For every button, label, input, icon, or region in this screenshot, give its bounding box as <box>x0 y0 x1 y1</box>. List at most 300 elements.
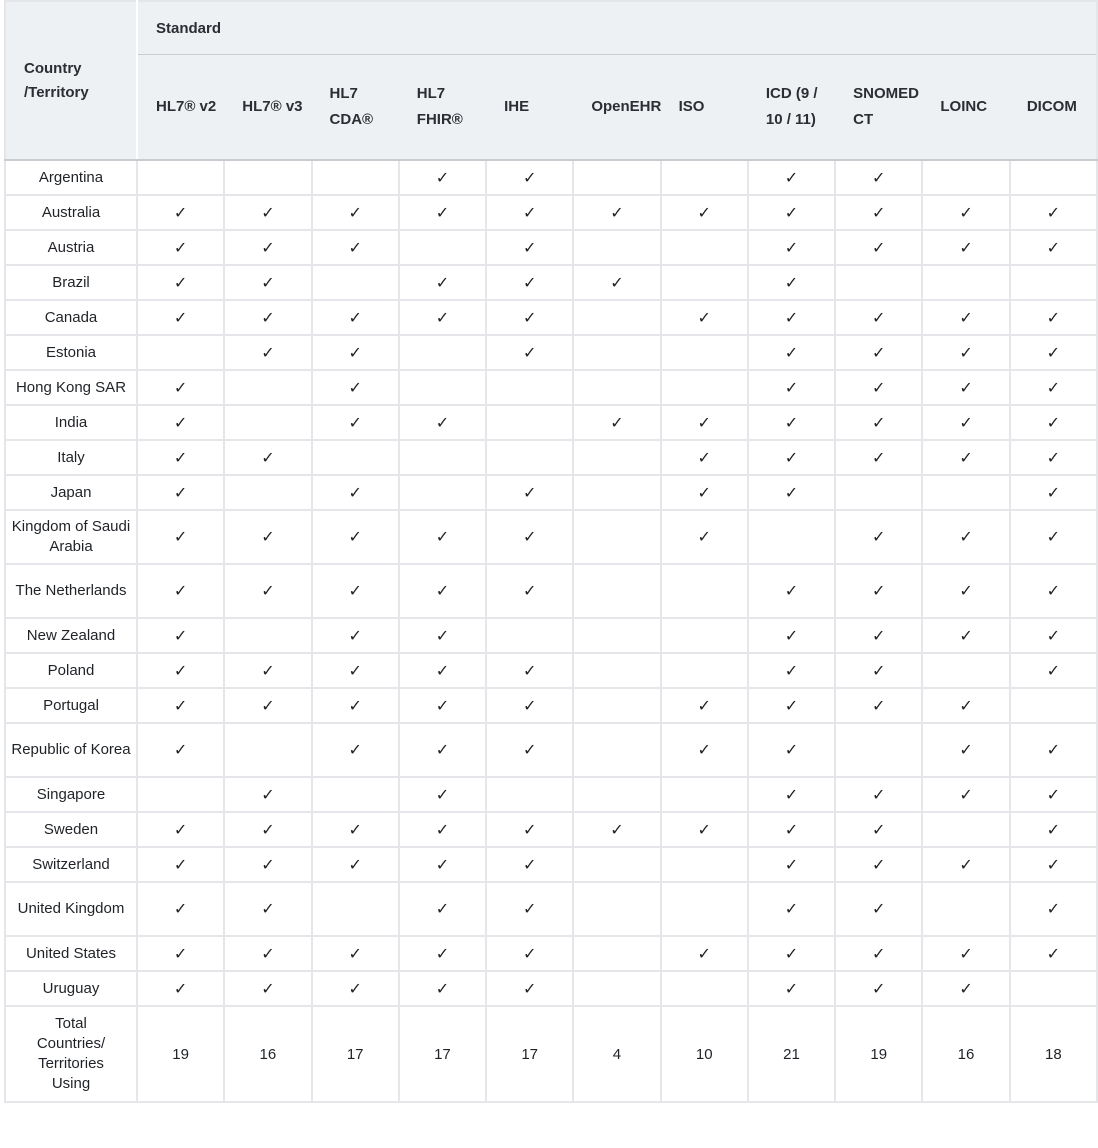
check-icon: ✓ <box>173 901 188 918</box>
standard-cell <box>922 812 1009 847</box>
standard-cell <box>573 688 660 723</box>
country-cell: Portugal <box>5 688 137 723</box>
standard-cell <box>1010 160 1097 195</box>
check-icon: ✓ <box>784 945 799 963</box>
standard-cell <box>1010 882 1097 936</box>
check-icon: ✓ <box>697 697 711 715</box>
standard-cell <box>312 847 399 882</box>
table-row <box>5 812 1097 847</box>
check-icon: ✓ <box>348 379 362 397</box>
check-icon: ✓ <box>435 583 450 600</box>
check-icon: ✓ <box>173 627 188 645</box>
standard-cell <box>922 160 1009 195</box>
standard-cell <box>573 653 660 688</box>
standard-cell <box>399 882 486 936</box>
standard-cell <box>224 882 311 936</box>
standard-cell <box>137 618 224 653</box>
standard-cell <box>835 510 922 564</box>
standard-cell <box>224 812 311 847</box>
check-icon: ✓ <box>872 786 886 804</box>
standard-cell <box>573 265 660 300</box>
table-body <box>5 160 1097 1102</box>
standard-cell <box>573 405 660 440</box>
column-header: ICD (9 / 10 / 11) <box>748 55 835 161</box>
standard-cell <box>399 653 486 688</box>
check-icon: ✓ <box>173 449 188 467</box>
check-icon: ✓ <box>435 697 450 715</box>
check-icon: ✓ <box>784 856 799 874</box>
check-icon: ✓ <box>784 414 799 432</box>
standard-cell <box>835 335 922 370</box>
standard-cell <box>1010 195 1097 230</box>
standard-cell <box>486 195 573 230</box>
standard-cell <box>922 723 1009 777</box>
table-row <box>5 405 1097 440</box>
standard-cell <box>661 510 748 564</box>
standard-cell <box>224 370 311 405</box>
standard-cell <box>922 847 1009 882</box>
standard-cell <box>224 723 311 777</box>
standard-cell <box>399 936 486 971</box>
standard-cell <box>748 723 835 777</box>
standard-cell <box>1010 847 1097 882</box>
check-icon: ✓ <box>435 204 450 222</box>
check-icon: ✓ <box>522 484 537 502</box>
standard-cell <box>399 971 486 1006</box>
country-cell: India <box>5 405 137 440</box>
check-icon: ✓ <box>959 856 973 874</box>
standard-cell <box>835 936 922 971</box>
standard-cell <box>486 230 573 265</box>
standard-cell <box>137 971 224 1006</box>
standard-cell <box>399 265 486 300</box>
standard-cell <box>835 564 922 618</box>
standard-cell <box>137 335 224 370</box>
standard-cell <box>312 230 399 265</box>
check-icon: ✓ <box>173 529 188 546</box>
standard-cell <box>399 564 486 618</box>
check-icon: ✓ <box>261 309 275 327</box>
standard-cell <box>748 812 835 847</box>
standard-cell <box>137 847 224 882</box>
table-row <box>5 335 1097 370</box>
check-icon: ✓ <box>610 274 624 292</box>
standard-cell <box>399 230 486 265</box>
standard-cell <box>137 564 224 618</box>
check-icon: ✓ <box>261 239 275 257</box>
standard-cell <box>312 405 399 440</box>
check-icon: ✓ <box>959 945 973 963</box>
check-icon: ✓ <box>784 627 799 645</box>
country-cell: Sweden <box>5 812 137 847</box>
standard-cell <box>137 936 224 971</box>
standard-cell <box>922 882 1009 936</box>
standard-cell <box>312 688 399 723</box>
check-icon: ✓ <box>697 309 711 327</box>
country-cell: Switzerland <box>5 847 137 882</box>
check-icon: ✓ <box>1046 309 1061 327</box>
check-icon: ✓ <box>348 662 362 680</box>
check-icon: ✓ <box>348 414 362 432</box>
check-icon: ✓ <box>261 274 275 292</box>
standard-cell <box>573 847 660 882</box>
standard-cell <box>312 370 399 405</box>
standard-cell <box>835 971 922 1006</box>
table-row <box>5 777 1097 812</box>
standard-cell <box>1010 230 1097 265</box>
standard-cell <box>486 653 573 688</box>
total-count-cell: 10 <box>661 1006 748 1102</box>
standard-cell <box>1010 688 1097 723</box>
check-icon: ✓ <box>261 980 275 998</box>
totals-row <box>5 1006 1097 1102</box>
standard-cell <box>748 300 835 335</box>
check-icon: ✓ <box>697 529 711 546</box>
check-icon: ✓ <box>872 901 886 918</box>
check-icon: ✓ <box>784 980 799 998</box>
standard-cell <box>748 265 835 300</box>
country-cell: Hong Kong SAR <box>5 370 137 405</box>
check-icon: ✓ <box>522 697 537 715</box>
standard-cell <box>835 847 922 882</box>
standard-cell <box>1010 971 1097 1006</box>
check-icon: ✓ <box>173 697 188 715</box>
standard-cell <box>224 195 311 230</box>
check-icon: ✓ <box>784 484 799 502</box>
check-icon: ✓ <box>348 239 362 257</box>
check-icon: ✓ <box>959 786 973 804</box>
standard-cell <box>312 265 399 300</box>
standard-cell <box>486 370 573 405</box>
standard-cell <box>1010 812 1097 847</box>
standard-cell <box>137 882 224 936</box>
standard-cell <box>661 777 748 812</box>
column-header: DICOM <box>1010 55 1097 161</box>
table-row <box>5 971 1097 1006</box>
table-row <box>5 936 1097 971</box>
check-icon: ✓ <box>348 980 362 998</box>
standard-cell <box>661 300 748 335</box>
check-icon: ✓ <box>348 583 362 600</box>
check-icon: ✓ <box>435 945 450 963</box>
check-icon: ✓ <box>348 627 362 645</box>
standards-table <box>4 0 1098 1103</box>
standard-cell <box>1010 618 1097 653</box>
check-icon: ✓ <box>784 449 799 467</box>
standard-cell <box>312 971 399 1006</box>
check-icon: ✓ <box>872 697 886 715</box>
standard-cell <box>922 688 1009 723</box>
check-icon: ✓ <box>173 274 188 292</box>
standard-cell <box>1010 475 1097 510</box>
check-icon: ✓ <box>697 204 711 222</box>
standard-cell <box>573 510 660 564</box>
table-row <box>5 723 1097 777</box>
country-cell: New Zealand <box>5 618 137 653</box>
check-icon: ✓ <box>435 742 450 759</box>
check-icon: ✓ <box>261 856 275 874</box>
standard-cell <box>486 812 573 847</box>
standard-cell <box>312 510 399 564</box>
standard-cell <box>661 653 748 688</box>
standard-cell <box>312 936 399 971</box>
standard-cell <box>661 564 748 618</box>
check-icon: ✓ <box>784 901 799 918</box>
standard-cell <box>486 882 573 936</box>
check-icon: ✓ <box>261 204 275 222</box>
check-icon: ✓ <box>1046 786 1061 804</box>
column-header: HL7® v2 <box>137 55 224 161</box>
standard-cell <box>312 335 399 370</box>
country-cell: United States <box>5 936 137 971</box>
check-icon: ✓ <box>1046 529 1061 546</box>
standard-cell <box>748 510 835 564</box>
standard-cell <box>661 847 748 882</box>
standard-cell <box>661 688 748 723</box>
standard-cell <box>312 440 399 475</box>
standard-cell <box>224 160 311 195</box>
standard-cell <box>1010 370 1097 405</box>
check-icon: ✓ <box>1046 449 1061 467</box>
check-icon: ✓ <box>784 204 799 222</box>
standard-cell <box>486 564 573 618</box>
standard-cell <box>312 777 399 812</box>
check-icon: ✓ <box>348 484 362 502</box>
standard-cell <box>137 723 224 777</box>
standard-cell <box>573 475 660 510</box>
check-icon: ✓ <box>261 344 275 362</box>
table-row <box>5 882 1097 936</box>
table-row <box>5 370 1097 405</box>
check-icon: ✓ <box>610 821 624 839</box>
standard-cell <box>835 475 922 510</box>
standard-cell <box>922 230 1009 265</box>
standard-cell <box>486 777 573 812</box>
check-icon: ✓ <box>348 697 362 715</box>
check-icon: ✓ <box>872 344 886 362</box>
standard-cell <box>661 370 748 405</box>
standard-cell <box>486 971 573 1006</box>
standard-cell <box>312 812 399 847</box>
check-icon: ✓ <box>959 239 973 257</box>
check-icon: ✓ <box>522 309 537 327</box>
check-icon: ✓ <box>872 662 886 680</box>
check-icon: ✓ <box>1046 627 1061 645</box>
check-icon: ✓ <box>959 379 973 397</box>
standard-cell <box>573 618 660 653</box>
check-icon: ✓ <box>959 344 973 362</box>
standard-cell <box>748 847 835 882</box>
standard-cell <box>835 777 922 812</box>
column-header: HL7 CDA® <box>312 55 399 161</box>
standard-cell <box>224 936 311 971</box>
check-icon: ✓ <box>522 204 537 222</box>
standard-cell <box>661 475 748 510</box>
table-header <box>5 1 1097 160</box>
standard-cell <box>835 653 922 688</box>
standard-cell <box>224 564 311 618</box>
standard-cell <box>573 230 660 265</box>
check-icon: ✓ <box>610 204 624 222</box>
standard-cell <box>399 618 486 653</box>
check-icon: ✓ <box>435 414 450 432</box>
check-icon: ✓ <box>348 529 362 546</box>
standard-cell <box>573 723 660 777</box>
standard-cell <box>748 405 835 440</box>
check-icon: ✓ <box>173 239 188 257</box>
standard-cell <box>137 653 224 688</box>
standard-cell <box>748 335 835 370</box>
check-icon: ✓ <box>872 945 886 963</box>
check-icon: ✓ <box>261 449 275 467</box>
country-cell: United Kingdom <box>5 882 137 936</box>
check-icon: ✓ <box>522 274 537 292</box>
standard-cell <box>922 475 1009 510</box>
standard-cell <box>661 160 748 195</box>
check-icon: ✓ <box>522 945 537 963</box>
standard-cell <box>661 265 748 300</box>
check-icon: ✓ <box>697 742 711 759</box>
check-icon: ✓ <box>872 239 886 257</box>
standard-cell <box>1010 405 1097 440</box>
standard-cell <box>224 971 311 1006</box>
standard-cell <box>748 564 835 618</box>
standard-cell <box>573 440 660 475</box>
standard-cell <box>1010 440 1097 475</box>
standard-cell <box>748 882 835 936</box>
standard-cell <box>661 971 748 1006</box>
standard-cell <box>922 440 1009 475</box>
check-icon: ✓ <box>784 662 799 680</box>
table-row <box>5 300 1097 335</box>
check-icon: ✓ <box>435 529 450 546</box>
check-icon: ✓ <box>1046 583 1061 600</box>
table-row <box>5 475 1097 510</box>
standard-cell <box>486 265 573 300</box>
country-cell: Kingdom of Saudi Arabia <box>5 510 137 564</box>
check-icon: ✓ <box>173 980 188 998</box>
standard-cell <box>137 230 224 265</box>
check-icon: ✓ <box>784 697 799 715</box>
standard-cell <box>137 475 224 510</box>
check-icon: ✓ <box>872 821 886 839</box>
check-icon: ✓ <box>959 742 973 759</box>
column-header: SNOMED CT <box>835 55 922 161</box>
standard-cell <box>835 230 922 265</box>
check-icon: ✓ <box>872 169 886 187</box>
table-row <box>5 653 1097 688</box>
standard-cell <box>573 777 660 812</box>
standard-cell <box>486 723 573 777</box>
check-icon: ✓ <box>784 274 799 292</box>
check-icon: ✓ <box>872 449 886 467</box>
check-icon: ✓ <box>173 204 188 222</box>
check-icon: ✓ <box>348 856 362 874</box>
standard-cell <box>224 847 311 882</box>
check-icon: ✓ <box>173 662 188 680</box>
standard-cell <box>312 653 399 688</box>
standard-cell <box>573 882 660 936</box>
standard-cell <box>922 936 1009 971</box>
check-icon: ✓ <box>959 583 973 600</box>
standard-cell <box>224 440 311 475</box>
check-icon: ✓ <box>522 239 537 257</box>
standard-cell <box>486 300 573 335</box>
standard-cell <box>312 618 399 653</box>
table-row <box>5 440 1097 475</box>
table-row <box>5 230 1097 265</box>
standard-cell <box>224 405 311 440</box>
column-header: LOINC <box>922 55 1009 161</box>
table-row <box>5 688 1097 723</box>
table-row <box>5 847 1097 882</box>
standard-cell <box>748 618 835 653</box>
standard-cell <box>399 777 486 812</box>
standard-cell <box>835 618 922 653</box>
total-count-cell: 17 <box>399 1006 486 1102</box>
standard-cell <box>312 882 399 936</box>
standard-cell <box>573 936 660 971</box>
standard-cell <box>399 723 486 777</box>
standard-cell <box>399 195 486 230</box>
check-icon: ✓ <box>872 414 886 432</box>
check-icon: ✓ <box>1046 204 1061 222</box>
standard-cell <box>486 160 573 195</box>
totals-label: Total Countries/ Territories Using <box>5 1006 137 1102</box>
check-icon: ✓ <box>872 583 886 600</box>
standard-cell <box>399 440 486 475</box>
standard-cell <box>835 812 922 847</box>
check-icon: ✓ <box>610 414 624 432</box>
country-cell: Japan <box>5 475 137 510</box>
standard-cell <box>486 847 573 882</box>
check-icon: ✓ <box>697 484 711 502</box>
check-icon: ✓ <box>872 379 886 397</box>
standard-cell <box>835 440 922 475</box>
standard-cell <box>835 265 922 300</box>
check-icon: ✓ <box>261 529 275 546</box>
check-icon: ✓ <box>872 856 886 874</box>
check-icon: ✓ <box>348 821 362 839</box>
check-icon: ✓ <box>435 786 450 804</box>
standard-cell <box>661 723 748 777</box>
check-icon: ✓ <box>1046 901 1061 918</box>
check-icon: ✓ <box>435 662 450 680</box>
standard-cell <box>399 688 486 723</box>
standard-cell <box>748 688 835 723</box>
standard-cell <box>922 405 1009 440</box>
standard-cell <box>399 475 486 510</box>
country-cell: Poland <box>5 653 137 688</box>
check-icon: ✓ <box>435 627 450 645</box>
check-icon: ✓ <box>261 662 275 680</box>
check-icon: ✓ <box>1046 414 1061 432</box>
standard-cell <box>835 723 922 777</box>
standard-cell <box>835 195 922 230</box>
standard-cell <box>399 847 486 882</box>
check-icon: ✓ <box>261 821 275 839</box>
table-row <box>5 160 1097 195</box>
table-row <box>5 265 1097 300</box>
column-header: HL7® v3 <box>224 55 311 161</box>
standard-cell <box>224 265 311 300</box>
check-icon: ✓ <box>435 309 450 327</box>
standard-cell <box>312 300 399 335</box>
standard-cell <box>922 265 1009 300</box>
standard-cell <box>922 370 1009 405</box>
check-icon: ✓ <box>784 786 799 804</box>
standard-cell <box>137 510 224 564</box>
